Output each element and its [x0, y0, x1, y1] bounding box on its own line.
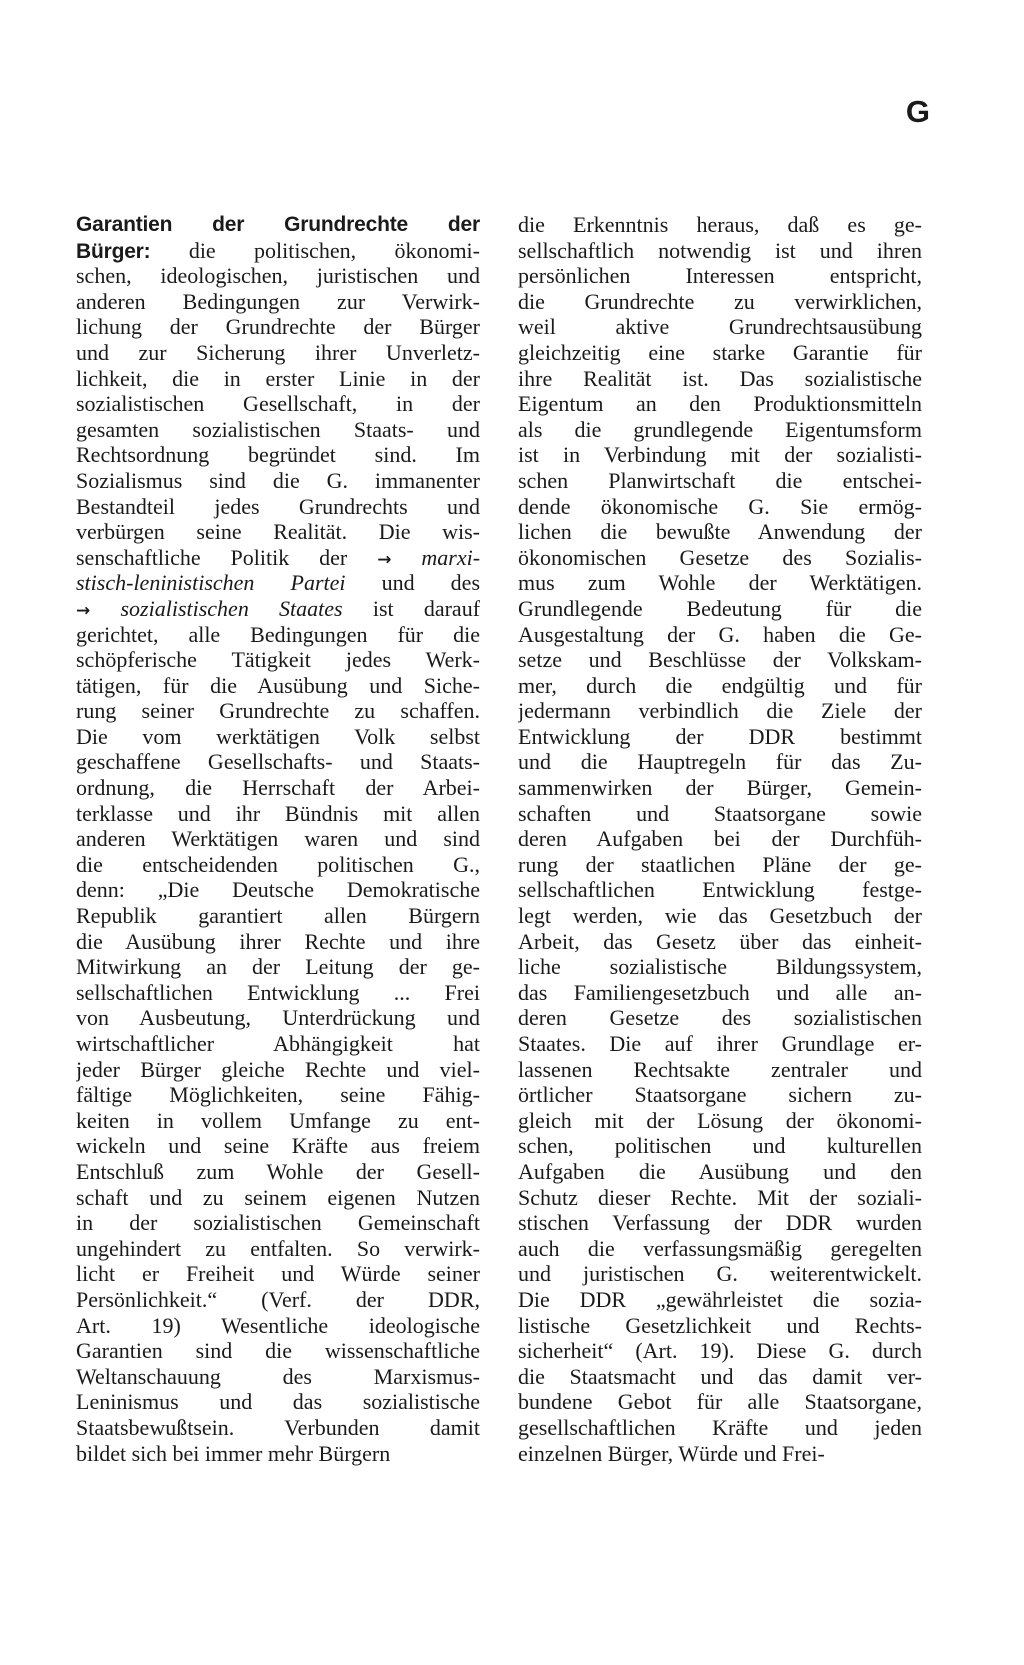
text-line: Eigentum an den Produktionsmitteln — [518, 391, 922, 417]
text-line: jeder Bürger gleiche Rechte und viel- — [76, 1056, 480, 1082]
text-line: Mitwirkung an der Leitung der ge- — [76, 954, 480, 980]
text-line: Die DDR „gewährleistet die sozia- — [518, 1286, 922, 1312]
text-line: die Ausübung ihrer Rechte und ihre — [76, 928, 480, 954]
text-line: mus zum Wohle der Werktätigen. — [518, 570, 922, 596]
text-line: licht er Freiheit und Würde seiner — [76, 1261, 480, 1287]
text-line: auch die verfassungsmäßig geregelten — [518, 1235, 922, 1261]
headword-line-1: Garantien der Grundrechte der — [76, 213, 480, 236]
text-line: rung der staatlichen Pläne der ge- — [518, 851, 922, 877]
text-line: Persönlichkeit.“ (Verf. der DDR, — [76, 1286, 480, 1312]
section-letter: G — [905, 94, 930, 129]
text-line: terklasse und ihr Bündnis mit allen — [76, 800, 480, 826]
text-line: Aufgaben die Ausübung und den — [518, 1158, 922, 1184]
text-line: Entwicklung der DDR bestimmt — [518, 723, 922, 749]
text-line: dende ökonomische G. Sie ermög- — [518, 493, 922, 519]
text-line: Garantien sind die wissenschaftliche — [76, 1338, 480, 1364]
cross-reference-arrow-icon: → — [76, 600, 91, 621]
text-line: rung seiner Grundrechte zu schaffen. — [76, 698, 480, 724]
text-line: bundene Gebot für alle Staatsorgane, — [518, 1389, 922, 1415]
text-line: persönlichen Interessen entspricht, — [518, 263, 922, 289]
text-line: ihre Realität ist. Das sozialistische — [518, 365, 922, 391]
text-line: Art. 19) Wesentliche ideologische — [76, 1312, 480, 1338]
text-line: verbürgen seine Realität. Die wis- — [76, 519, 480, 545]
text-line: Sozialismus sind die G. immanenter — [76, 467, 480, 493]
text-line: anderen Werktätigen waren und sind — [76, 826, 480, 852]
text-line: ordnung, die Herrschaft der Arbei- — [76, 775, 480, 801]
text-line: listische Gesetzlichkeit und Rechts- — [518, 1312, 922, 1338]
text-line: und zur Sicherung ihrer Unverletz- — [76, 339, 480, 365]
text-line: jedermann verbindlich die Ziele der — [518, 698, 922, 724]
text-line: das Familiengesetzbuch und alle an- — [518, 979, 922, 1005]
text-line: Staatsbewußtsein. Verbunden damit — [76, 1414, 480, 1440]
text-line: gleichzeitig eine starke Garantie für — [518, 339, 922, 365]
text-line: sicherheit“ (Art. 19). Diese G. durch — [518, 1338, 922, 1364]
headword-line-2: Bürger: — [76, 239, 151, 263]
text-line: anderen Bedingungen zur Verwirk- — [76, 288, 480, 314]
left-column — [76, 212, 480, 1466]
text-line: Grundlegende Bedeutung für die — [518, 595, 922, 621]
text-line: als die grundlegende Eigentumsform — [518, 416, 922, 442]
text-line: schaft und zu seinem eigenen Nutzen — [76, 1184, 480, 1210]
cross-reference-link[interactable]: marxi- — [421, 544, 480, 570]
text-line: schen, politischen und kulturellen — [518, 1133, 922, 1159]
text-line: die Staatsmacht und das damit ver- — [518, 1363, 922, 1389]
text-line: lichen die bewußte Anwendung der — [518, 519, 922, 545]
text-line: Arbeit, das Gesetz über das einheit- — [518, 928, 922, 954]
text-line: sellschaftlich notwendig ist und ihren — [518, 237, 922, 263]
text-line: schen Planwirtschaft die entschei- — [518, 467, 922, 493]
text-line: lichung der Grundrechte der Bürger — [76, 314, 480, 340]
text-line: Weltanschauung des Marxismus- — [76, 1363, 480, 1389]
text-line: weil aktive Grundrechtsausübung — [518, 314, 922, 340]
cross-reference-arrow-icon: → — [377, 549, 392, 570]
text-line: ungehindert zu entfalten. So verwirk- — [76, 1235, 480, 1261]
cross-reference-link[interactable]: sozialistischen Staates — [120, 595, 343, 621]
text-line: ökonomischen Gesetze des Sozialis- — [518, 544, 922, 570]
text-line: bildet sich bei immer mehr Bürgern — [76, 1440, 391, 1466]
text-line: wirtschaftlicher Abhängigkeit hat — [76, 1031, 480, 1056]
text-line: Bürger: die politischen, ökonomi- — [76, 237, 480, 263]
text-line: Entschluß zum Wohle der Gesell- — [76, 1158, 480, 1184]
text-line: sozialistischen Gesellschaft, in der — [76, 391, 480, 417]
text-line: senschaftliche Politik der → marxi- — [76, 544, 480, 570]
text-line: denn: „Die Deutsche Demokratische — [76, 877, 480, 903]
text-line: sammenwirken der Bürger, Gemein- — [518, 775, 922, 801]
text-line: mer, durch die endgültig und für — [518, 672, 922, 698]
text-line: gleich mit der Lösung der ökonomi- — [518, 1107, 922, 1133]
text-line: wickeln und seine Kräfte aus freiem — [76, 1133, 480, 1159]
text-line: Bestandteil jedes Grundrechts und — [76, 493, 480, 519]
text-line: und juristischen G. weiterentwickelt. — [518, 1261, 922, 1287]
text-line: Rechtsordnung begründet sind. Im — [76, 442, 480, 468]
text-line: Schutz dieser Rechte. Mit der soziali- — [518, 1184, 922, 1210]
text-line: sellschaftlichen Entwicklung ... Frei — [76, 979, 480, 1005]
text-line: keiten in vollem Umfange zu ent- — [76, 1107, 480, 1133]
text-line: die Erkenntnis heraus, daß es ge- — [518, 212, 922, 237]
text-line: gesellschaftlichen Kräfte und jeden — [518, 1414, 922, 1440]
text-line: die entscheidenden politischen G., — [76, 851, 480, 877]
text-line: liche sozialistische Bildungssystem, — [518, 954, 922, 980]
text-line: gesamten sozialistischen Staats- und — [76, 416, 480, 442]
text-line: schen, ideologischen, juristischen und — [76, 263, 480, 289]
text-line: setze und Beschlüsse der Volkskam- — [518, 647, 922, 673]
text-line: geschaffene Gesellschafts- und Staats- — [76, 749, 480, 775]
text-line: örtlicher Staatsorgane sichern zu- — [518, 1082, 922, 1108]
text-line: lichkeit, die in erster Linie in der — [76, 365, 480, 391]
cross-reference-link[interactable]: stisch-leninistischen Partei — [76, 570, 346, 596]
text-line: stisch-leninistischen Partei und des — [76, 570, 480, 596]
text-line: → sozialistischen Staates ist darauf — [76, 595, 480, 621]
text-line: stischen Verfassung der DDR wurden — [518, 1210, 922, 1236]
text-line: schöpferische Tätigkeit jedes Werk- — [76, 647, 480, 673]
text-line: Die vom werktätigen Volk selbst — [76, 723, 480, 749]
text-line: in der sozialistischen Gemeinschaft — [76, 1210, 480, 1236]
text-line: gerichtet, alle Bedingungen für die — [76, 621, 480, 647]
text-line: lassenen Rechtsakte zentraler und — [518, 1056, 922, 1082]
text-line: legt werden, wie das Gesetzbuch der — [518, 903, 922, 929]
text-line: von Ausbeutung, Unterdrückung und — [76, 1005, 480, 1031]
text-line: Leninismus und das sozialistische — [76, 1389, 480, 1415]
text-line: deren Aufgaben bei der Durchfüh- — [518, 826, 922, 852]
text-line: tätigen, für die Ausübung und Siche- — [76, 672, 480, 698]
text-line: die Grundrechte zu verwirklichen, — [518, 288, 922, 314]
text-line: einzelnen Bürger, Würde und Frei- — [518, 1440, 825, 1466]
text-line: Staates. Die auf ihrer Grundlage er- — [518, 1031, 922, 1056]
text-line: sellschaftlichen Entwicklung festge- — [518, 877, 922, 903]
text-line: Ausgestaltung der G. haben die Ge- — [518, 621, 922, 647]
text-line: schaften und Staatsorgane sowie — [518, 800, 922, 826]
text-line: Republik garantiert allen Bürgern — [76, 903, 480, 929]
right-column — [518, 212, 922, 1466]
text-line: fältige Möglichkeiten, seine Fähig- — [76, 1082, 480, 1108]
text-line: ist in Verbindung mit der sozialisti- — [518, 442, 922, 468]
text-line: deren Gesetze des sozialistischen — [518, 1005, 922, 1031]
text-line: und die Hauptregeln für das Zu- — [518, 749, 922, 775]
